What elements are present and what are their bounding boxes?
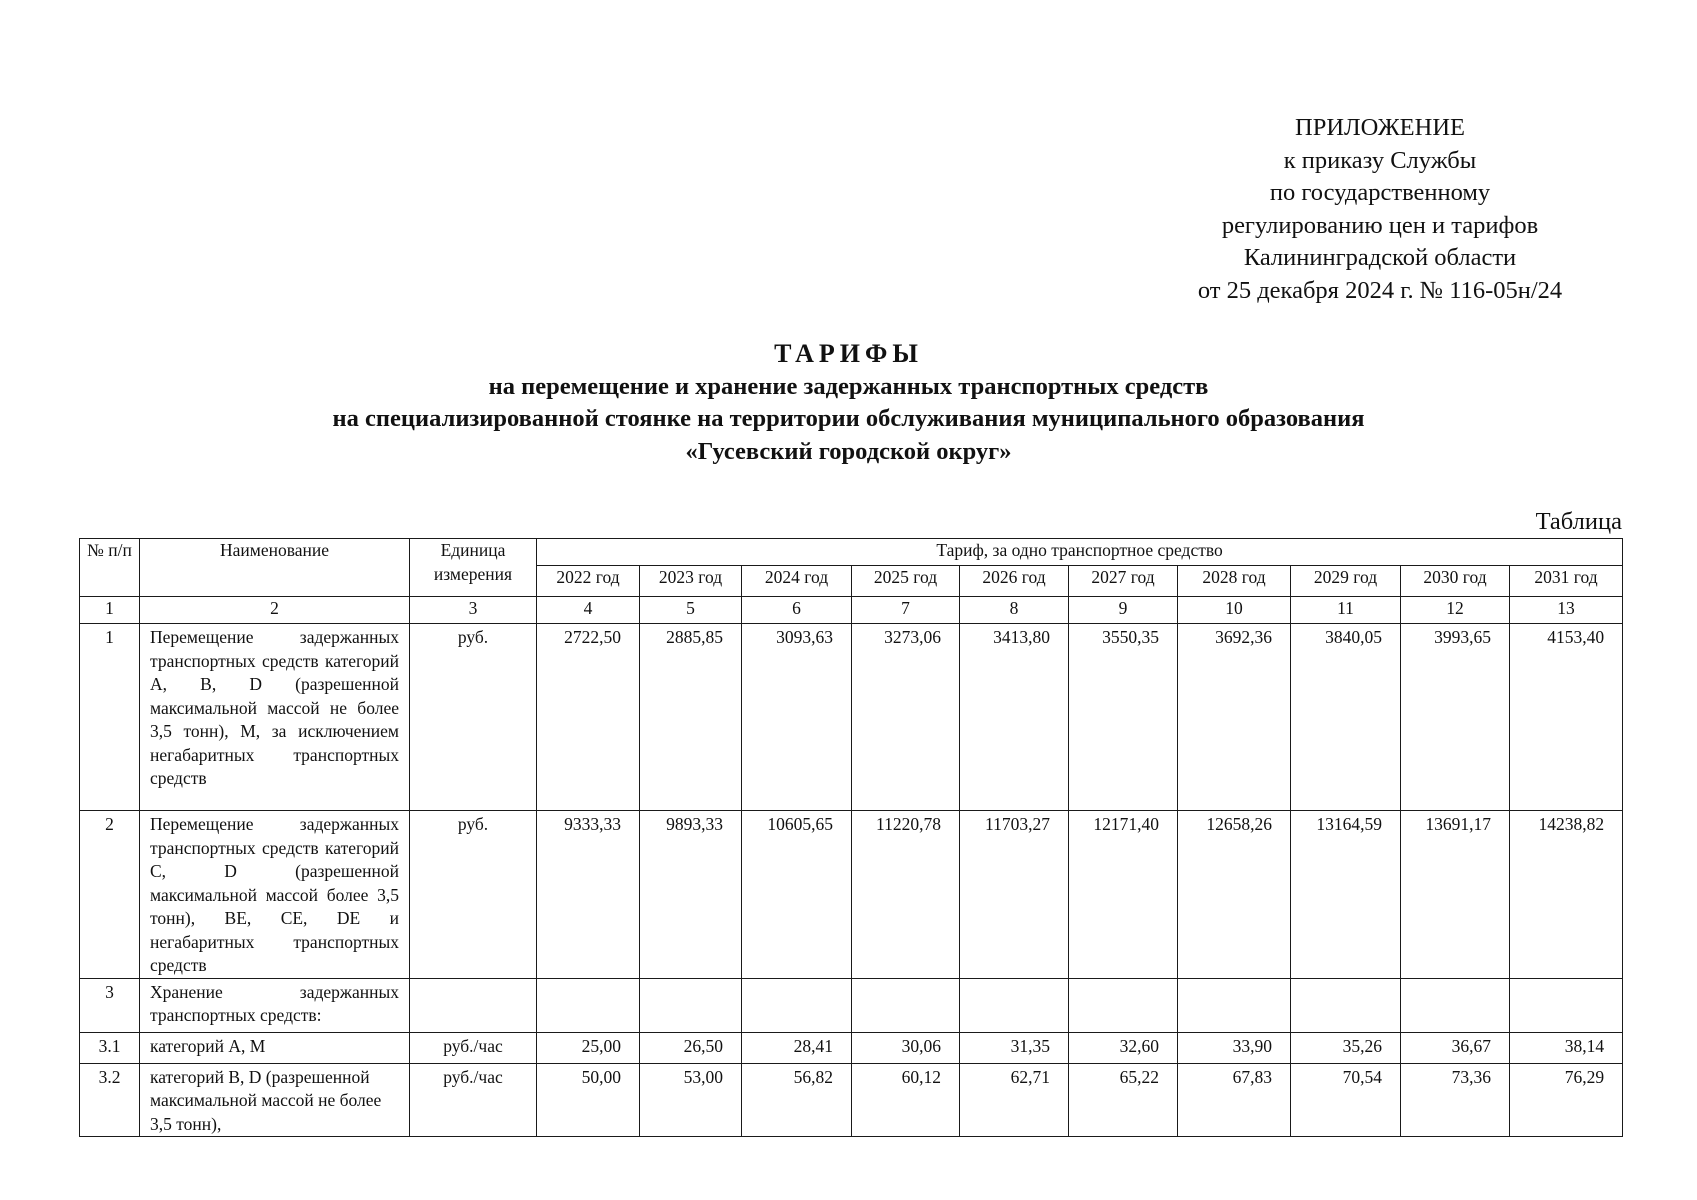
row-value: 36,67: [1401, 1032, 1510, 1063]
title-line: «Гусевский городской округ»: [685, 437, 1012, 465]
index-cell: 8: [960, 597, 1069, 624]
row-value: 11220,78: [852, 811, 960, 979]
row-value: 4153,40: [1510, 624, 1623, 811]
row-value: 70,54: [1291, 1063, 1401, 1137]
row-name: Хранение задержанных транспортных средств:: [140, 978, 410, 1032]
row-num: 3.2: [80, 1063, 140, 1137]
header-unit: Единица измерения: [410, 539, 537, 597]
header-year: 2030 год: [1401, 566, 1510, 597]
row-value: 12171,40: [1069, 811, 1178, 979]
tariffs-table: [79, 538, 1623, 1137]
header-year: 2025 год: [852, 566, 960, 597]
document-title: [0, 338, 1697, 468]
index-cell: 2: [140, 597, 410, 624]
table-row: [80, 624, 1623, 811]
row-unit: руб./час: [410, 1063, 537, 1137]
index-cell: 11: [1291, 597, 1401, 624]
index-cell: 3: [410, 597, 537, 624]
row-value: [742, 978, 852, 1032]
row-value: 3273,06: [852, 624, 960, 811]
row-value: 60,12: [852, 1063, 960, 1137]
row-value: 3413,80: [960, 624, 1069, 811]
row-value: 3993,65: [1401, 624, 1510, 811]
row-value: 11703,27: [960, 811, 1069, 979]
header-year: 2028 год: [1178, 566, 1291, 597]
table-row: [80, 811, 1623, 979]
row-value: 3692,36: [1178, 624, 1291, 811]
index-cell: 13: [1510, 597, 1623, 624]
header-year: 2024 год: [742, 566, 852, 597]
row-value: 10605,65: [742, 811, 852, 979]
row-value: 73,36: [1401, 1063, 1510, 1137]
row-value: 35,26: [1291, 1032, 1401, 1063]
title-line: на перемещение и хранение задержанных транспортных средств: [488, 372, 1209, 400]
header-num: № п/п: [80, 539, 140, 597]
header-year: 2029 год: [1291, 566, 1401, 597]
row-value: [1069, 978, 1178, 1032]
row-name: Перемещение задержанных транспортных средств категорий A, B, D (разрешенной максимальной массой не более 3,5 тонн), M, за исключением негабаритных транспортных средств: [140, 624, 410, 811]
row-unit: руб.: [410, 624, 537, 811]
table-caption: Таблица: [1535, 508, 1622, 535]
header-year: 2031 год: [1510, 566, 1623, 597]
row-value: 30,06: [852, 1032, 960, 1063]
row-value: 67,83: [1178, 1063, 1291, 1137]
row-value: 13691,17: [1401, 811, 1510, 979]
index-cell: 1: [80, 597, 140, 624]
index-cell: 4: [537, 597, 640, 624]
row-value: 62,71: [960, 1063, 1069, 1137]
header-year: 2026 год: [960, 566, 1069, 597]
row-value: 38,14: [1510, 1032, 1623, 1063]
row-value: 2885,85: [640, 624, 742, 811]
row-value: 9333,33: [537, 811, 640, 979]
header-name: Наименование: [140, 539, 410, 597]
row-num: 3: [80, 978, 140, 1032]
row-value: 28,41: [742, 1032, 852, 1063]
row-num: 1: [80, 624, 140, 811]
row-value: [1178, 978, 1291, 1032]
row-num: 3.1: [80, 1032, 140, 1063]
row-value: [1401, 978, 1510, 1032]
appendix-line: ПРИЛОЖЕНИЕ: [1295, 114, 1465, 141]
appendix-block: [1100, 112, 1660, 307]
row-value: 3093,63: [742, 624, 852, 811]
table-row: [80, 978, 1623, 1032]
row-value: [1291, 978, 1401, 1032]
row-value: 56,82: [742, 1063, 852, 1137]
index-cell: 7: [852, 597, 960, 624]
row-value: 53,00: [640, 1063, 742, 1137]
row-value: [960, 978, 1069, 1032]
title-main: ТАРИФЫ: [774, 339, 923, 368]
row-value: 3840,05: [1291, 624, 1401, 811]
row-value: 33,90: [1178, 1032, 1291, 1063]
table-row: [80, 1032, 1623, 1063]
row-value: 31,35: [960, 1032, 1069, 1063]
appendix-line: регулированию цен и тарифов: [1221, 211, 1539, 239]
index-row: [80, 597, 1623, 624]
row-value: 26,50: [640, 1032, 742, 1063]
row-unit: [410, 978, 537, 1032]
header-year: 2027 год: [1069, 566, 1178, 597]
appendix-line: Калининградской области: [1243, 244, 1517, 271]
row-value: 65,22: [1069, 1063, 1178, 1137]
row-value: 50,00: [537, 1063, 640, 1137]
index-cell: 5: [640, 597, 742, 624]
table-row: [80, 1063, 1623, 1137]
row-name: категорий B, D (разрешенной максимальной массой не более 3,5 тонн),: [140, 1063, 410, 1137]
header-row: [80, 539, 1623, 566]
row-value: 25,00: [537, 1032, 640, 1063]
row-value: [852, 978, 960, 1032]
row-value: [537, 978, 640, 1032]
title-line: на специализированной стоянке на территории обслуживания муниципального образования: [332, 405, 1365, 432]
header-year: 2022 год: [537, 566, 640, 597]
row-value: 32,60: [1069, 1032, 1178, 1063]
row-unit: руб./час: [410, 1032, 537, 1063]
row-value: 3550,35: [1069, 624, 1178, 811]
index-cell: 6: [742, 597, 852, 624]
row-name: Перемещение задержанных транспортных средств категорий C, D (разрешенной максимальной массой более 3,5 тонн), BE, CE, DE и негабаритных транспортных средств: [140, 811, 410, 979]
appendix-line: к приказу Службы: [1283, 146, 1477, 174]
index-cell: 10: [1178, 597, 1291, 624]
index-cell: 9: [1069, 597, 1178, 624]
appendix-line: от 25 декабря 2024 г. № 116-05н/24: [1197, 276, 1563, 304]
row-value: 9893,33: [640, 811, 742, 979]
row-value: [640, 978, 742, 1032]
row-value: 13164,59: [1291, 811, 1401, 979]
row-value: 2722,50: [537, 624, 640, 811]
index-cell: 12: [1401, 597, 1510, 624]
row-value: 12658,26: [1178, 811, 1291, 979]
row-num: 2: [80, 811, 140, 979]
header-year: 2023 год: [640, 566, 742, 597]
row-unit: руб.: [410, 811, 537, 979]
row-value: [1510, 978, 1623, 1032]
row-value: 14238,82: [1510, 811, 1623, 979]
header-tariff: Тариф, за одно транспортное средство: [537, 539, 1623, 566]
row-value: 76,29: [1510, 1063, 1623, 1137]
appendix-line: по государственному: [1269, 179, 1491, 206]
row-name: категорий A, M: [140, 1032, 410, 1063]
